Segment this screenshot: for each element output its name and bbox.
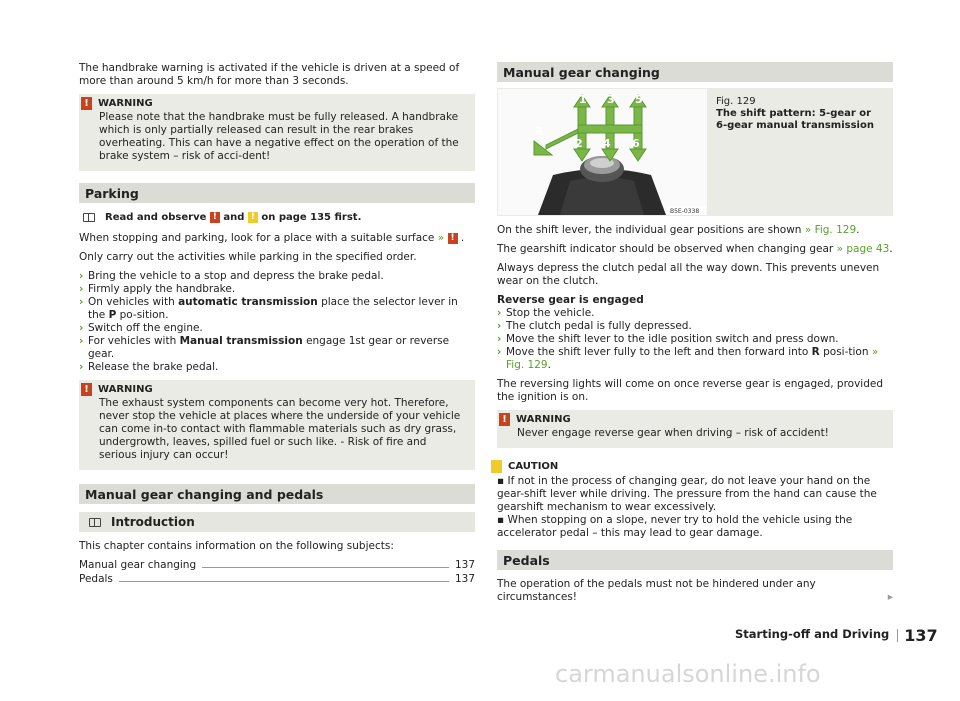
list-item: › The clutch pedal is fully depressed. [497,320,692,332]
list-item: › For vehicles with Manual transmission engage 1st gear or reverse gear. [79,335,450,360]
warning-text: The exhaust system components can become very hot. Therefore, never stop the vehicle at places where the underside of your vehicle can come in-to contact with flammable materials such as dry grass, undergrowth, leaves, spilled fuel or such like. - Risk of fire and serious injury can occur! [99,397,461,461]
book-icon [89,518,101,527]
fig-link[interactable]: » Fig. 129 [506,346,879,371]
reverse-heading: Reverse gear is engaged [497,294,644,306]
list-item: ▪ If not in the process of changing gear, do not leave your hand on the gear-shift lever while driving. The pressure from the hand can cause the gearshift mechanism to wear excessively. [497,475,877,513]
continue-arrow-icon: ▸ [887,591,893,603]
gear-label: 1 [579,93,587,106]
section-heading-pedals: Pedals [497,550,893,570]
page-footer [735,626,938,645]
toc-entry[interactable]: Manual gear changing 137 [79,559,475,571]
gear-label: 5 [635,93,643,106]
gear-label: R [535,125,544,138]
gear-paragraph-3: Always depress the clutch pedal all the way down. This prevents uneven wear on the clutch. [497,262,880,287]
section-heading-manual-gear-changing: Manual gear changing [497,62,893,82]
subsection-heading-introduction: Introduction [79,512,475,532]
section-heading-parking: Parking [79,183,475,203]
list-item: › Move the shift lever to the idle position switch and press down. [497,333,839,345]
warning-box-exhaust [79,380,475,470]
warning-title: WARNING [516,414,571,425]
list-item: › Stop the vehicle. [497,307,595,319]
shift-lever-illustration [498,89,707,215]
chevron-right-icon: › [79,335,84,347]
caution-block [497,460,893,540]
gear-paragraph-4: The reversing lights will come on once reverse gear is engaged, provided the ignition is on. [497,378,884,403]
chevron-right-icon: › [497,320,502,332]
fig-link[interactable]: » Fig. 129 [804,224,857,236]
figure-caption: Fig. 129 The shift pattern: 5-gear or 6-gear manual transmission [716,96,874,131]
gear-label: 6 [632,137,640,150]
page-link[interactable]: » page 43 [836,243,890,255]
left-column [79,62,475,587]
parking-paragraph-1: When stopping and parking, look for a place with a suitable surface » ! . [79,232,465,244]
warning-title: WARNING [98,384,153,395]
warning-icon: ! [81,97,92,110]
pedals-text: The operation of the pedals must not be hindered under any circumstances! ▸ [497,578,893,603]
figure-129 [497,88,893,216]
gear-label: 2 [575,137,583,150]
gear-paragraph-1: On the shift lever, the individual gear positions are shown » Fig. 129. [497,224,860,236]
handbrake-intro: The handbrake warning is activated if the vehicle is driven at a speed of more than around 5 km/h for more than 3 seconds. [79,62,460,87]
list-item: › Release the brake pedal. [79,361,219,373]
list-item: › Firmly apply the handbrake. [79,283,236,295]
chevron-right-icon: › [79,322,84,334]
figure-code: B5E-0338 [670,208,700,215]
list-item: › On vehicles with automatic transmission place the selector lever in the P po-sition. [79,296,458,321]
caution-icon: ! [248,212,258,223]
chevron-right-icon: › [79,270,84,282]
warning-text: Never engage reverse gear when driving – risk of accident! [517,427,829,439]
chevron-right-icon: › [79,296,84,308]
caution-title: CAUTION [508,461,559,472]
right-column [497,62,893,610]
list-item: › Bring the vehicle to a stop and depress the brake pedal. [79,270,384,282]
list-item: › Move the shift lever fully to the left and then forward into R posi-tion » Fig. 129. [497,346,879,371]
reverse-steps [497,307,893,372]
gear-label: 3 [607,93,615,106]
chevron-right-icon: › [79,283,84,295]
page-number: 137 [897,629,937,642]
watermark: carmanualsonline.info [555,660,821,688]
read-observe-note: Read and observe ! and ! on page 135 first. [79,211,475,224]
shift-pattern-image [498,89,707,215]
parking-paragraph-2: Only carry out the activities while parking in the specified order. [79,251,417,263]
toc-intro: This chapter contains information on the following subjects: [79,540,394,552]
gear-paragraph-2: The gearshift indicator should be observed when changing gear » page 43. [497,243,893,255]
book-icon [83,213,95,222]
chevron-right-icon: › [497,333,502,345]
warning-text: Please note that the handbrake must be fully released. A handbrake which is only partially released can result in the rear brakes overheating. This can have a negative effect on the operation of the brake system – risk of acci-dent! [99,111,459,162]
warning-icon: ! [210,212,220,223]
warning-icon: ! [81,383,92,396]
warning-link[interactable]: » [437,232,445,244]
toc-entry[interactable]: Pedals 137 [79,573,475,585]
parking-steps [79,270,475,374]
warning-icon: ! [499,413,510,426]
section-heading-manual-gear-pedals: Manual gear changing and pedals [79,484,475,504]
warning-title: WARNING [98,98,153,109]
list-item: ▪ When stopping on a slope, never try to hold the vehicle using the accelerator pedal – this may lead to gear damage. [497,514,853,539]
warning-box-handbrake [79,94,475,171]
chevron-right-icon: › [497,346,502,358]
footer-section-title: Starting-off and Driving [735,627,890,641]
list-item: › Switch off the engine. [79,322,203,334]
chevron-right-icon: › [497,307,502,319]
gear-label: 4 [603,137,611,150]
caution-icon [491,460,502,473]
warning-box-reverse [497,410,893,448]
warning-icon: ! [448,233,458,244]
chevron-right-icon: › [79,361,84,373]
